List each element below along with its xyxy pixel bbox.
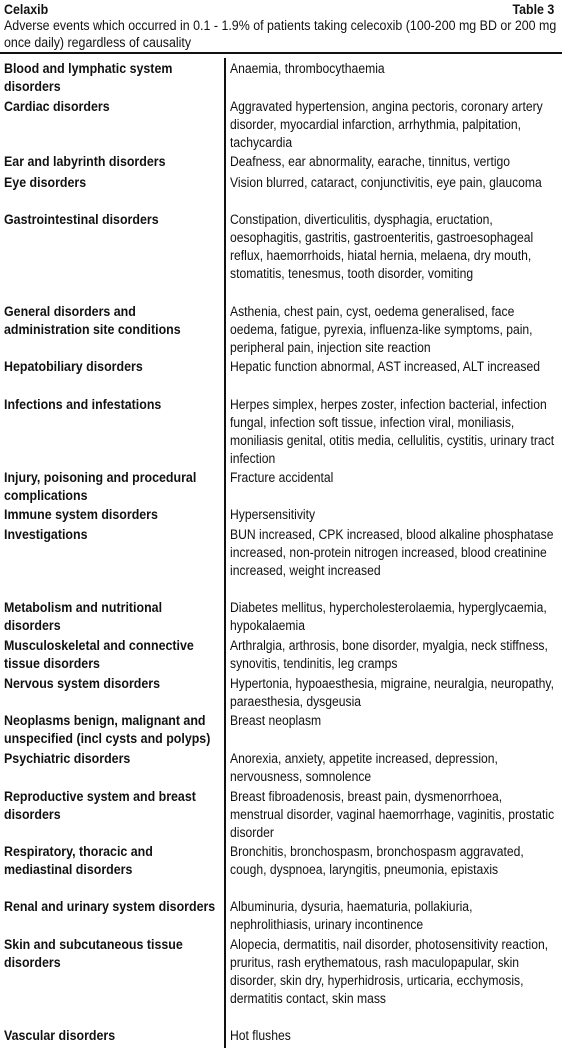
row-events: Breast fibroadenosis, breast pain, dysmenorrhoea, menstrual disorder, vaginal haemorrhage, vaginitis, prostatic disorder: [230, 789, 555, 840]
table-subtitle: Adverse events which occurred in 0.1 - 1.9% of patients taking celecoxib (100-200 mg BD or 200 mg once daily) regardless of causality: [4, 18, 557, 50]
row-events: BUN increased, CPK increased, blood alkaline phosphatase increased, non-protein nitrogen increased, blood creatinine increased, weight increased: [230, 527, 554, 578]
row-category: Reproductive system and breast disorders: [4, 789, 196, 822]
row-events: Hypertonia, hypoaesthesia, migraine, neuralgia, neuropathy, paraesthesia, dysgeusia: [230, 676, 554, 709]
row-category: Psychiatric disorders: [4, 751, 131, 766]
row-events: Alopecia, dermatitis, nail disorder, photosensitivity reaction, pruritus, rash erythematous, rash maculopapular, skin disorder, skin dry, hyperhidrosis, urticaria, ecchymosis, dermatitis contact, skin mass: [230, 937, 549, 1006]
row-category: Eye disorders: [4, 175, 87, 190]
row-events: Albuminuria, dysuria, haematuria, pollakiuria, nephrolithiasis, urinary incontinence: [230, 899, 473, 932]
row-events: Hypersensitivity: [230, 507, 316, 522]
row-events: Anaemia, thrombocythaemia: [230, 61, 385, 76]
row-category: Cardiac disorders: [4, 99, 110, 114]
row-events: Fracture accidental: [230, 470, 334, 485]
row-events: Arthralgia, arthrosis, bone disorder, myalgia, neck stiffness, synovitis, tendinitis, leg cramps: [230, 638, 548, 671]
row-events: Vision blurred, cataract, conjunctivitis, eye pain, glaucoma: [230, 175, 542, 190]
row-category: Metabolism and nutritional disorders: [4, 600, 163, 633]
row-category: Gastrointestinal disorders: [4, 212, 159, 227]
table-number: Table 3: [512, 2, 555, 17]
row-events: Herpes simplex, herpes zoster, infection bacterial, infection fungal, infection soft tissue, infection viral, moniliasis, moniliasis genital, otitis media, cellulitis, cystitis, urinary tract infection: [230, 397, 555, 466]
row-events: Deafness, ear abnormality, earache, tinnitus, vertigo: [230, 154, 511, 169]
row-category: Investigations: [4, 527, 88, 542]
row-category: Immune system disorders: [4, 507, 158, 522]
row-category: Infections and infestations: [4, 397, 162, 412]
column-divider: [224, 58, 226, 1048]
row-events: Hot flushes: [230, 1028, 291, 1043]
row-category: Blood and lymphatic system disorders: [4, 61, 173, 94]
row-category: Vascular disorders: [4, 1028, 116, 1043]
row-events: Hepatic function abnormal, AST increased, ALT increased: [230, 359, 541, 374]
table-header: [0, 0, 562, 54]
row-category: General disorders and administration site conditions: [4, 304, 181, 337]
row-events: Anorexia, anxiety, appetite increased, depression, nervousness, somnolence: [230, 751, 498, 784]
row-events: Diabetes mellitus, hypercholesterolaemia, hyperglycaemia, hypokalaemia: [230, 600, 547, 633]
row-category: Injury, poisoning and procedural complications: [4, 470, 197, 503]
row-events: Constipation, diverticulitis, dysphagia, eructation, oesophagitis, gastritis, gastroenteritis, gastroesophageal reflux, haemorrhoids, hiatal hernia, melaena, dry mouth, stomatitis, tenesmus, tooth disorder, vomiting: [230, 212, 534, 281]
row-category: Renal and urinary system disorders: [4, 899, 216, 914]
row-events: Bronchitis, bronchospasm, bronchospasm aggravated, cough, dyspnoea, laryngitis, pneumonia, epistaxis: [230, 844, 524, 877]
drug-name: Celaxib: [4, 2, 49, 17]
row-category: Ear and labyrinth disorders: [4, 154, 166, 169]
row-events: Asthenia, chest pain, cyst, oedema generalised, face oedema, fatigue, pyrexia, influenza-like symptoms, pain, peripheral pain, injection site reaction: [230, 304, 533, 355]
row-category: Hepatobiliary disorders: [4, 359, 143, 374]
row-category: Respiratory, thoracic and mediastinal disorders: [4, 844, 153, 877]
row-category: Neoplasms benign, malignant and unspecified (incl cysts and polyps): [4, 713, 211, 746]
row-events: Aggravated hypertension, angina pectoris, coronary artery disorder, myocardial infarction, arrhythmia, palpitation, tachycardia: [230, 99, 543, 150]
row-category: Musculoskeletal and connective tissue disorders: [4, 638, 194, 671]
row-category: Skin and subcutaneous tissue disorders: [4, 937, 183, 970]
row-category: Nervous system disorders: [4, 676, 161, 691]
row-events: Breast neoplasm: [230, 713, 322, 728]
header-top-line: [4, 2, 558, 17]
